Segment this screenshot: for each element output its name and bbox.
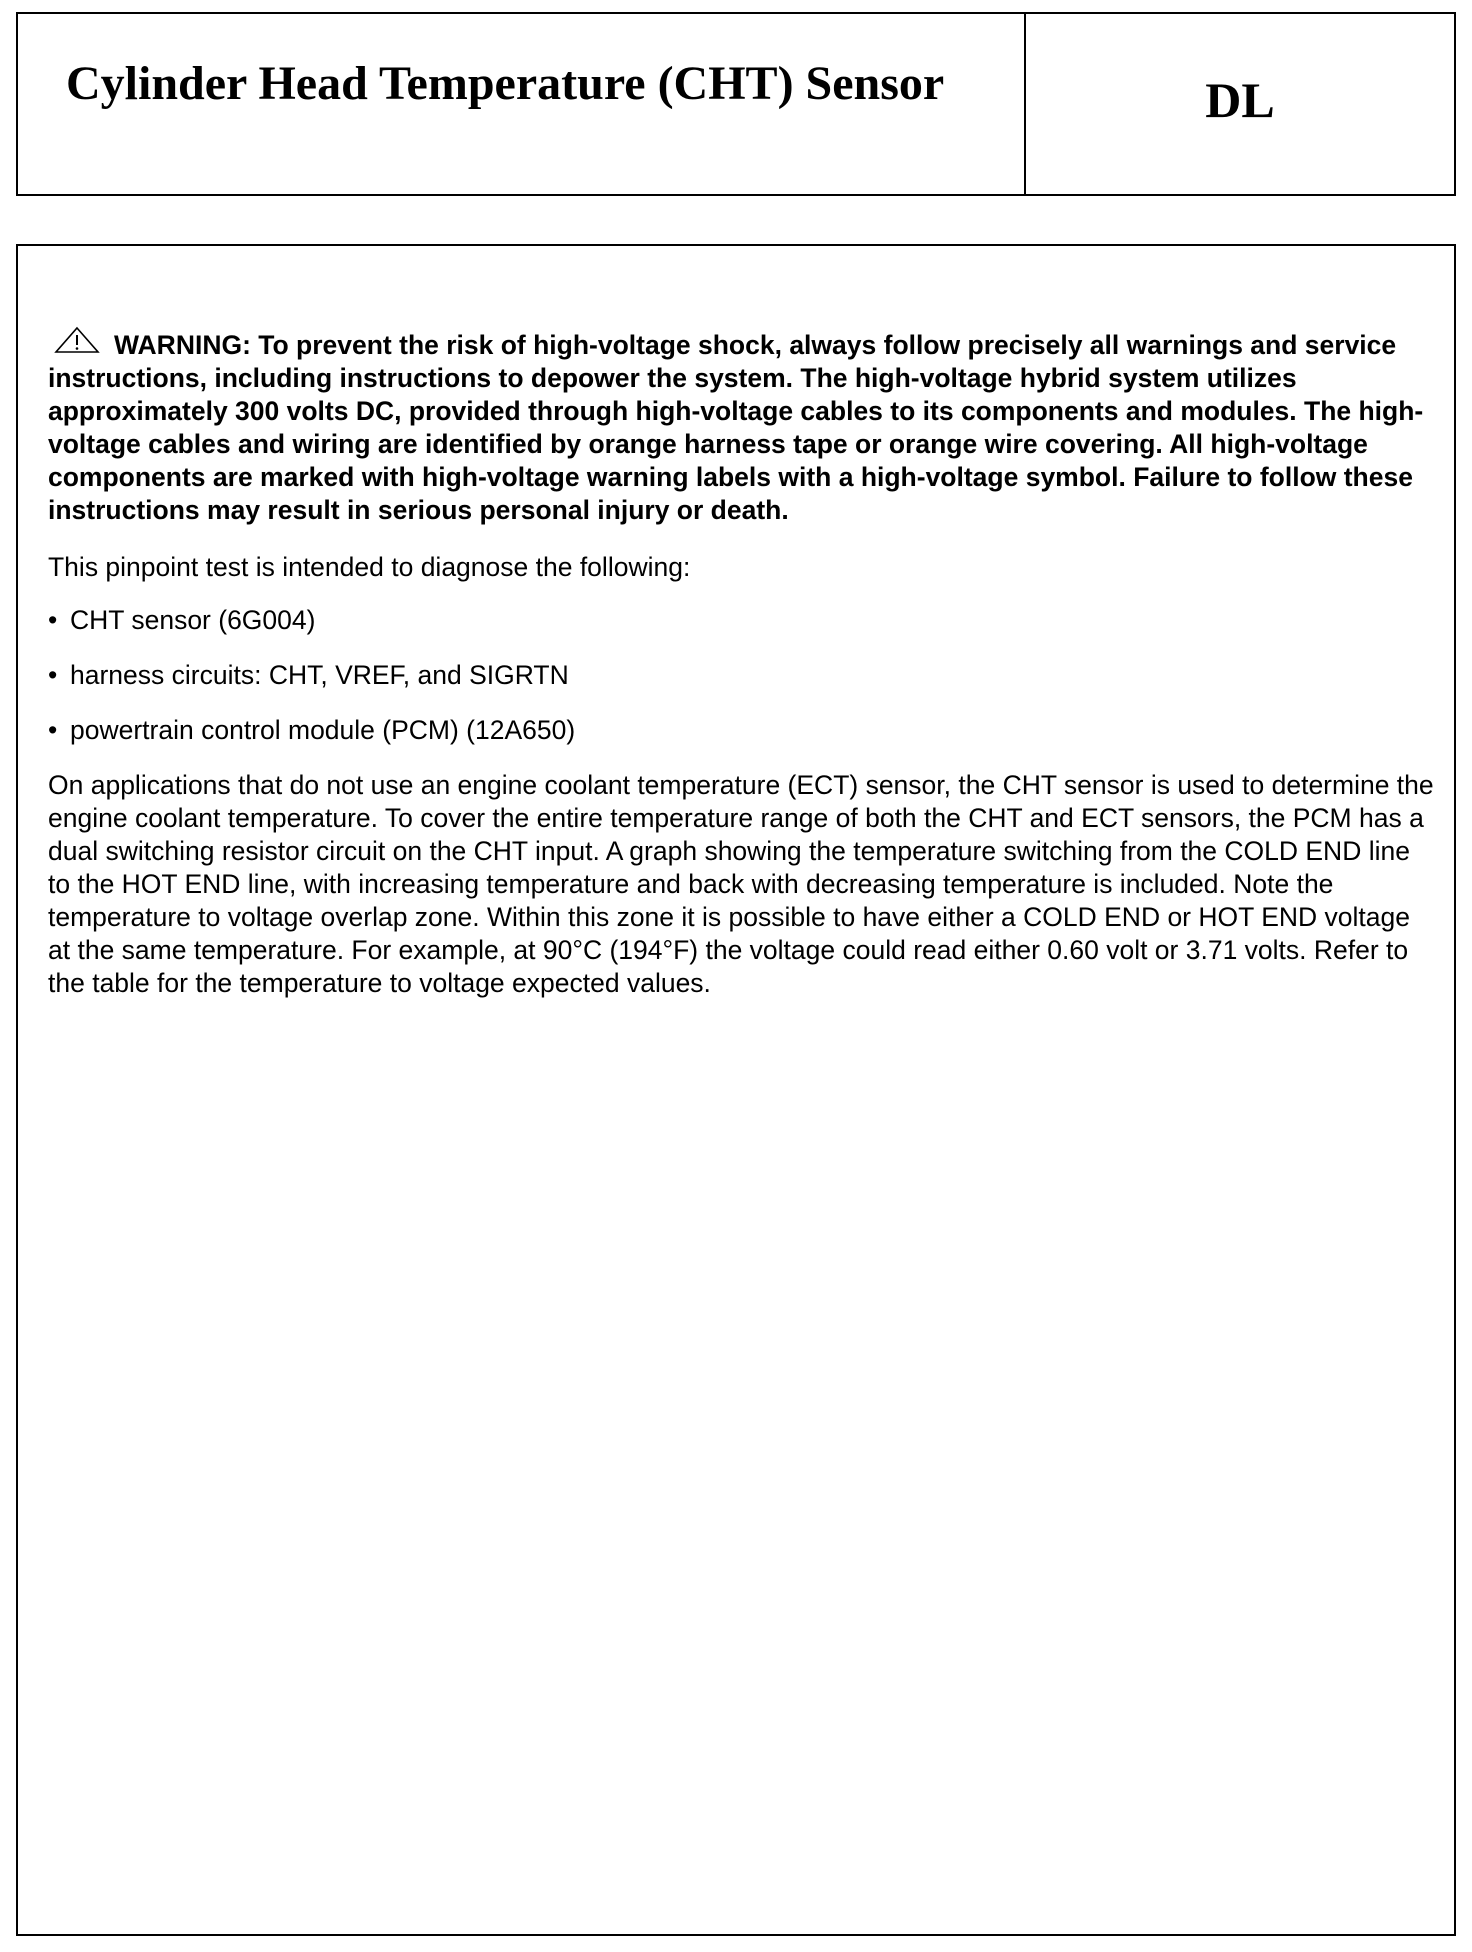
header-code-cell bbox=[1026, 14, 1454, 194]
warning-text: WARNING: To prevent the risk of high-voltage shock, always follow precisely all warnings and service instructions, including instructions to depower the system. The high-voltage hybrid system utilizes approximately 300 volts DC, provided through high-voltage cables to its components and modules. The high-voltage cables and wiring are identified by orange harness tape or orange wire covering. All high-voltage components are marked with high-voltage warning labels with a high-voltage symbol. Failure to follow these instructions may result in serious personal injury or death. bbox=[48, 330, 1424, 525]
bullet-icon: • bbox=[48, 605, 58, 635]
list-item bbox=[48, 659, 1434, 692]
bullet-icon: • bbox=[48, 715, 58, 745]
description-paragraph: On applications that do not use an engine coolant temperature (ECT) sensor, the CHT sensor is used to determine the engine coolant temperature. To cover the entire temperature range of both the CHT and ECT sensors, the PCM has a dual switching resistor circuit on the CHT input. A graph showing the temperature switching from the COLD END line to the HOT END line, with increasing temperature and back with decreasing temperature is included. Note the temperature to voltage overlap zone. Within this zone it is possible to have either a COLD END or HOT END voltage at the same temperature. For example, at 90°C (194°F) the voltage could read either 0.60 volt or 3.71 volts. Refer to the table for the temperature to voltage expected values. bbox=[48, 770, 1434, 998]
bullet-icon: • bbox=[48, 660, 58, 690]
header-title-cell bbox=[18, 14, 1026, 194]
list-item bbox=[48, 714, 1434, 747]
content-box bbox=[16, 244, 1456, 1936]
list-item-text: powertrain control module (PCM) (12A650) bbox=[70, 715, 576, 745]
warning-triangle-icon bbox=[54, 326, 100, 354]
list-item-text: CHT sensor (6G004) bbox=[70, 605, 316, 635]
diagnose-list bbox=[48, 604, 1434, 747]
page-title: Cylinder Head Temperature (CHT) Sensor bbox=[66, 57, 945, 110]
warning-paragraph bbox=[48, 326, 1434, 527]
list-item bbox=[48, 604, 1434, 637]
intro-text: This pinpoint test is intended to diagnose the following: bbox=[48, 552, 691, 582]
section-code: DL bbox=[1205, 72, 1275, 128]
list-item-text: harness circuits: CHT, VREF, and SIGRTN bbox=[70, 660, 569, 690]
header-box bbox=[16, 12, 1456, 196]
